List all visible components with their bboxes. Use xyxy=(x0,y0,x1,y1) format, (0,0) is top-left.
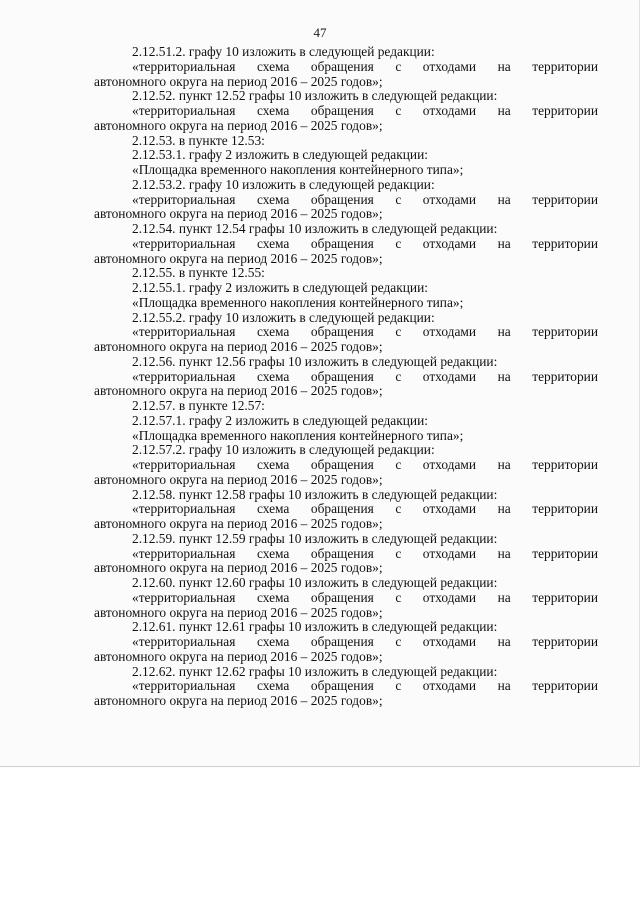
quote-word: «территориальная xyxy=(132,457,236,472)
paragraph-line: 2.12.62. пункт 12.62 графы 10 изложить в следующей редакции: xyxy=(132,663,498,679)
quote-word: с xyxy=(395,58,402,74)
quote-line xyxy=(94,502,598,517)
quote-word: отходами xyxy=(422,545,477,561)
quote-continuation: автономного округа на период 2016 – 2025 годов»; xyxy=(94,516,383,531)
quote-word: обращения xyxy=(310,235,374,251)
quote-word: отходами xyxy=(422,501,477,517)
paragraph-line: 2.12.53. в пункте 12.53: xyxy=(132,132,265,148)
quote-word: с xyxy=(395,191,402,207)
quote-word: отходами xyxy=(422,191,477,207)
quote-line xyxy=(94,60,598,75)
paragraph-line: 2.12.58. пункт 12.58 графы 10 изложить в следующей редакции: xyxy=(132,486,498,502)
quote-word: «территориальная xyxy=(132,634,236,649)
quote-word: с xyxy=(395,457,402,472)
quote-word: территории xyxy=(532,324,598,340)
quote-word: с xyxy=(395,324,402,340)
quote-word: отходами xyxy=(422,678,477,694)
paragraph-line: 2.12.57.1. графу 2 изложить в следующей редакции: xyxy=(132,412,428,428)
quote-word: территории xyxy=(532,457,598,472)
paragraph-line: 2.12.55.2. графу 10 изложить в следующей редакции: xyxy=(132,309,435,325)
quote-word: с xyxy=(395,634,402,649)
page-number: 47 xyxy=(313,25,327,40)
quote-word: обращения xyxy=(310,324,374,340)
quote-word: схема xyxy=(256,235,290,251)
paragraph-line: 2.12.55.1. графу 2 изложить в следующей редакции: xyxy=(132,280,428,295)
quote-word: на xyxy=(497,634,511,649)
quote-word: «территориальная xyxy=(132,545,236,561)
quote-line xyxy=(94,104,598,119)
quote-word: схема xyxy=(256,103,290,118)
quote-word: обращения xyxy=(310,589,374,605)
quote-word: «территориальная xyxy=(132,103,236,118)
paragraph-line: 2.12.55. в пункте 12.55: xyxy=(132,265,265,281)
quote-word: отходами xyxy=(422,634,477,649)
quote-word: схема xyxy=(256,545,290,561)
quote-word: с xyxy=(395,545,402,561)
quote-word: на xyxy=(497,589,511,605)
quote-line xyxy=(94,237,598,252)
quote-word: на xyxy=(497,103,511,118)
paragraph-line: 2.12.53.1. графу 2 изложить в следующей редакции: xyxy=(132,147,428,163)
quote-word: «территориальная xyxy=(132,678,236,694)
quote-word: обращения xyxy=(310,457,374,472)
quote-word: отходами xyxy=(422,235,477,251)
quote-continuation: автономного округа на период 2016 – 2025 годов»; xyxy=(94,206,383,222)
quote-word: на xyxy=(497,545,511,561)
quote-word: на xyxy=(497,678,511,694)
quote-word: на xyxy=(497,235,511,251)
quote-word: обращения xyxy=(310,545,374,561)
quote-word: с xyxy=(395,103,402,118)
quote-line xyxy=(94,193,598,208)
quote-word: с xyxy=(395,678,402,694)
paragraph-line: «Площадка временного накопления контейнерного типа»; xyxy=(132,294,464,310)
quote-word: «территориальная xyxy=(132,191,236,207)
quote-continuation: автономного округа на период 2016 – 2025 годов»; xyxy=(94,383,383,399)
quote-word: схема xyxy=(256,191,290,207)
quote-continuation: автономного округа на период 2016 – 2025 годов»; xyxy=(94,339,383,354)
quote-word: территории xyxy=(532,235,598,251)
quote-word: на xyxy=(497,191,511,207)
quote-line xyxy=(94,679,598,694)
quote-word: обращения xyxy=(310,678,374,694)
quote-word: схема xyxy=(256,634,290,649)
quote-word: схема xyxy=(256,58,290,74)
quote-word: с xyxy=(395,589,402,605)
quote-word: территории xyxy=(532,191,598,207)
paragraph-line: «Площадка временного накопления контейнерного типа»; xyxy=(132,427,464,443)
document-body xyxy=(94,45,598,709)
quote-word: «территориальная xyxy=(132,58,236,74)
quote-word: обращения xyxy=(310,103,374,118)
quote-word: схема xyxy=(256,678,290,694)
paragraph-line: 2.12.57. в пункте 12.57: xyxy=(132,398,265,413)
quote-word: отходами xyxy=(422,324,477,340)
quote-line xyxy=(94,325,598,340)
quote-word: «территориальная xyxy=(132,324,236,340)
paragraph-line: 2.12.53.2. графу 10 изложить в следующей редакции: xyxy=(132,176,435,192)
quote-continuation: автономного округа на период 2016 – 2025 годов»; xyxy=(94,693,383,708)
quote-continuation: автономного округа на период 2016 – 2025 годов»; xyxy=(94,604,383,620)
quote-word: схема xyxy=(256,589,290,605)
quote-continuation: автономного округа на период 2016 – 2025 годов»; xyxy=(94,560,383,576)
paragraph-line: 2.12.57.2. графу 10 изложить в следующей редакции: xyxy=(132,442,435,458)
quote-word: схема xyxy=(256,501,290,517)
paragraph-line: 2.12.54. пункт 12.54 графы 10 изложить в следующей редакции: xyxy=(132,221,498,236)
quote-word: территории xyxy=(532,545,598,561)
quote-word: схема xyxy=(256,368,290,384)
quote-word: с xyxy=(395,368,402,384)
quote-word: на xyxy=(497,368,511,384)
quote-word: «территориальная xyxy=(132,368,236,384)
paragraph-line: 2.12.51.2. графу 10 изложить в следующей редакции: xyxy=(132,44,435,59)
quote-line xyxy=(94,635,598,650)
quote-word: на xyxy=(497,501,511,517)
quote-word: обращения xyxy=(310,501,374,517)
paragraph-line: 2.12.52. пункт 12.52 графы 10 изложить в следующей редакции: xyxy=(132,88,498,104)
quote-word: на xyxy=(497,324,511,340)
quote-word: отходами xyxy=(422,368,477,384)
paragraph-line: 2.12.56. пункт 12.56 графы 10 изложить в следующей редакции: xyxy=(132,353,498,369)
quote-continuation: автономного округа на период 2016 – 2025 годов»; xyxy=(94,73,383,89)
quote-word: территории xyxy=(532,589,598,605)
paragraph-line: 2.12.60. пункт 12.60 графы 10 изложить в следующей редакции: xyxy=(132,575,498,590)
quote-word: на xyxy=(497,457,511,472)
paragraph-line: «Площадка временного накопления контейнерного типа»; xyxy=(132,162,464,177)
quote-line xyxy=(94,591,598,606)
quote-word: территории xyxy=(532,368,598,384)
quote-word: с xyxy=(395,501,402,517)
quote-continuation: автономного округа на период 2016 – 2025 годов»; xyxy=(94,250,383,266)
quote-word: с xyxy=(395,235,402,251)
quote-line xyxy=(94,547,598,562)
quote-word: территории xyxy=(532,634,598,649)
quote-line xyxy=(94,458,598,473)
quote-line xyxy=(94,370,598,385)
quote-word: территории xyxy=(532,501,598,517)
quote-word: «территориальная xyxy=(132,501,236,517)
quote-continuation: автономного округа на период 2016 – 2025 годов»; xyxy=(94,471,383,487)
quote-word: на xyxy=(497,58,511,74)
quote-word: отходами xyxy=(422,589,477,605)
quote-word: обращения xyxy=(310,368,374,384)
quote-word: отходами xyxy=(422,103,477,118)
quote-word: обращения xyxy=(310,634,374,649)
quote-word: схема xyxy=(256,457,290,472)
quote-word: территории xyxy=(532,678,598,694)
quote-word: территории xyxy=(532,103,598,118)
paragraph-line: 2.12.61. пункт 12.61 графы 10 изложить в следующей редакции: xyxy=(132,619,498,635)
quote-word: отходами xyxy=(422,58,477,74)
quote-word: обращения xyxy=(310,58,374,74)
quote-word: территории xyxy=(532,58,598,74)
quote-word: отходами xyxy=(422,457,477,472)
quote-word: «территориальная xyxy=(132,589,236,605)
quote-continuation: автономного округа на период 2016 – 2025 годов»; xyxy=(94,648,383,664)
quote-word: схема xyxy=(256,324,290,340)
quote-word: обращения xyxy=(310,191,374,207)
paragraph-line: 2.12.59. пункт 12.59 графы 10 изложить в следующей редакции: xyxy=(132,530,498,546)
quote-continuation: автономного округа на период 2016 – 2025 годов»; xyxy=(94,117,383,133)
quote-word: «территориальная xyxy=(132,235,236,251)
